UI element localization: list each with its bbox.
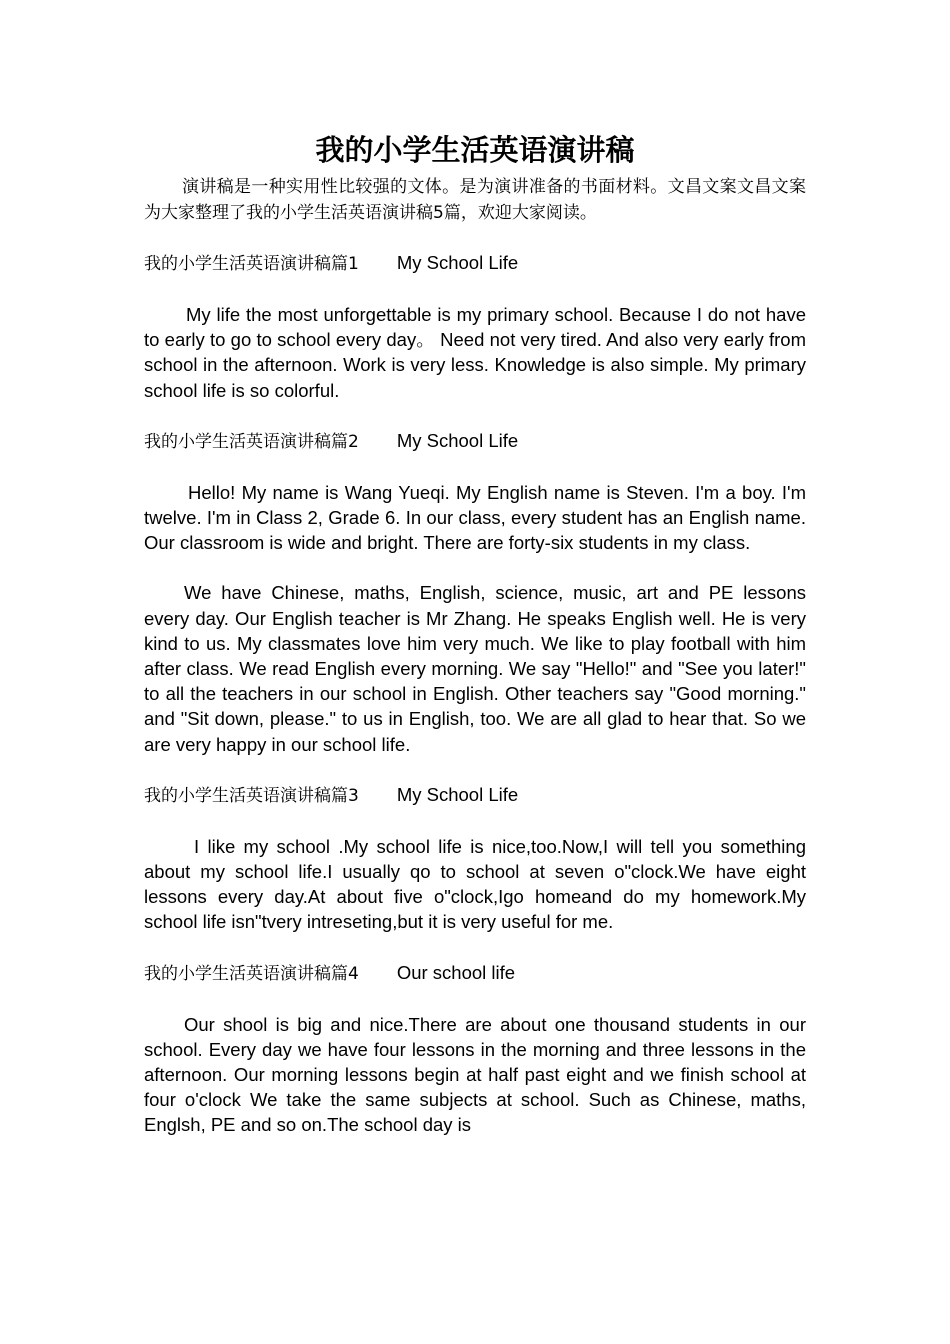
section-2-paragraph-2: We have Chinese, maths, English, science, music, art and PE lessons every day. Our English teacher is Mr Zhang. He speaks English well. He is very kind to us. My classmates love him very much. We like to play football with him after class. We read English every morning. We say "Hello!" and "See you later!" to all the teachers in our school in English. Other teachers say "Good morning." and "Sit down, please." to us in English, too. We are all glad to hear that. So we are very happy in our school life. bbox=[144, 582, 806, 755]
section-heading-1 bbox=[144, 250, 806, 277]
section-heading-cn: 我的小学生活英语演讲稿篇2 bbox=[144, 431, 359, 452]
section-heading-en: Our school life bbox=[396, 961, 516, 983]
section-heading-en: My School Life bbox=[396, 429, 519, 451]
section-4-paragraph: Our shool is big and nice.There are about one thousand students in our school. Every day we have four lessons in the morning and three lessons in the afternoon. Our morning lessons begin at half past eight and we finish school at four o'clock We take the same subjects at school. Such as Chinese, maths, Englsh, PE and so on.The school day is bbox=[144, 1013, 806, 1136]
document-page bbox=[144, 128, 806, 1163]
intro-paragraph: 演讲稿是一种实用性比较强的文体。是为演讲准备的书面材料。文昌文案文昌文案为大家整理了我的小学生活英语演讲稿5篇，欢迎大家阅读。 bbox=[144, 177, 806, 223]
section-heading-cn: 我的小学生活英语演讲稿篇1 bbox=[144, 254, 359, 274]
section-1-paragraph: My life the most unforgettable is my primary school. Because I do not have to early to go to school every day。 Need not very tired. And also very early from school in the afternoon. Work is very less. Knowledge is also simple. My primary school life is so colorful. bbox=[144, 304, 806, 401]
section-heading-cn: 我的小学生活英语演讲稿篇3 bbox=[144, 785, 359, 806]
section-heading-4 bbox=[144, 960, 806, 987]
section-heading-en: My School Life bbox=[396, 252, 519, 273]
section-3-paragraph: I like my school .My school life is nice,too.Now,I will tell you something about my school life.I usually qo to school at seven o"clock.We have eight lessons every day.At about five o"clock,Igo homeand do my homework.My school life isn"tvery intreseting,but it is very useful for me. bbox=[144, 835, 806, 933]
section-heading-en: My School Life bbox=[396, 783, 519, 805]
section-heading-2 bbox=[144, 428, 806, 455]
section-heading-cn: 我的小学生活英语演讲稿篇4 bbox=[144, 963, 359, 984]
section-2-paragraph-1: Hello! My name is Wang Yueqi. My English name is Steven. I'm a boy. I'm twelve. I'm in Class 2, Grade 6. In our class, every student has an English name. Our classroom is wide and bright. There are forty-six students in my class. bbox=[144, 481, 806, 554]
document-title: 我的小学生活英语演讲稿 bbox=[315, 133, 635, 167]
section-heading-3 bbox=[144, 782, 806, 809]
